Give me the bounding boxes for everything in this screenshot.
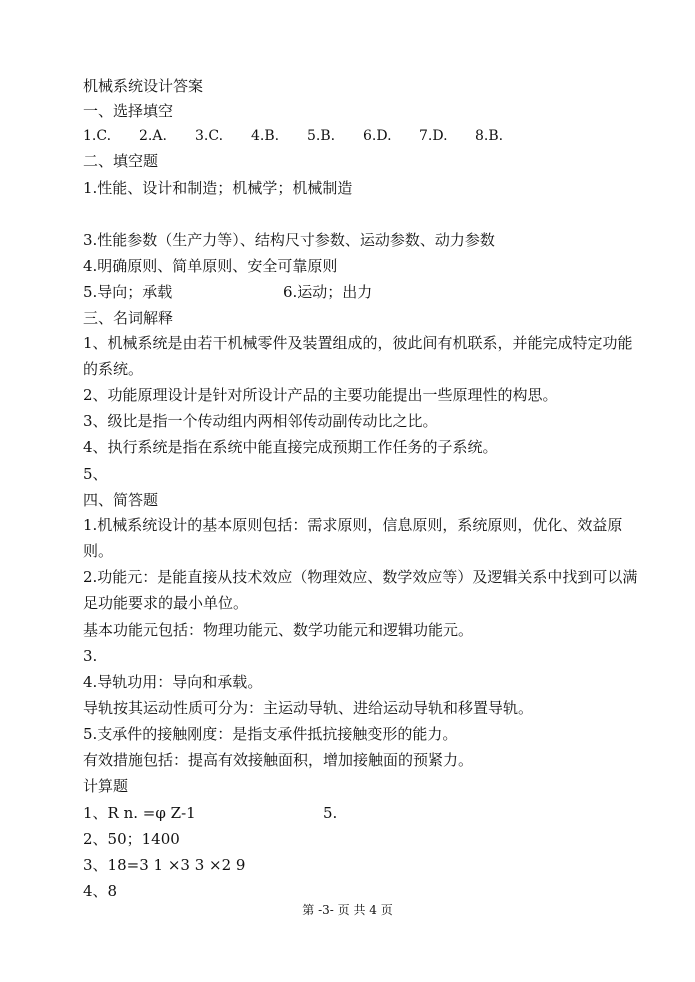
short-answer-3: 3. xyxy=(83,647,98,665)
choice-answer: 2.A. xyxy=(139,128,167,144)
section-heading-terms: 三、名词解释 xyxy=(83,309,174,327)
calc-answer-4: 4、8 xyxy=(83,882,118,900)
calc-answer-1: 1、R n. =φ Z-1 xyxy=(83,804,196,822)
fill-answer-5: 5.导向；承载 xyxy=(83,283,173,301)
calc-answer-1b: 5. xyxy=(323,804,338,822)
term-answer-4: 4、执行系统是指在系统中能直接完成预期工作任务的子系统。 xyxy=(83,438,498,456)
term-answer-1: 1、机械系统是由若干机械零件及装置组成的，彼此间有机联系，并能完成特定功能的系统。 xyxy=(83,334,633,378)
choice-answer: 6.D. xyxy=(363,128,392,144)
fill-answer-6: 6.运动；出力 xyxy=(283,283,373,301)
document-title: 机械系统设计答案 xyxy=(83,77,204,95)
choice-answer: 1.C. xyxy=(83,128,112,144)
choice-answer: 5.B. xyxy=(307,128,336,144)
page-footer: 第 -3- 页 共 4 页 xyxy=(302,903,393,917)
short-answer-5b: 有效措施包括：提高有效接触面积，增加接触面的预紧力。 xyxy=(83,751,474,769)
section-heading-choice: 一、选择填空 xyxy=(83,102,174,120)
term-answer-2: 2、功能原理设计是针对所设计产品的主要功能提出一些原理性的构思。 xyxy=(83,386,558,404)
section-heading-calc: 计算题 xyxy=(83,777,129,795)
fill-answer-3: 3.性能参数（生产力等）、结构尺寸参数、运动参数、动力参数 xyxy=(83,231,495,249)
choice-answer: 7.D. xyxy=(419,128,448,144)
choice-answer: 8.B. xyxy=(475,128,504,144)
fill-answer-4: 4.明确原则、简单原则、安全可靠原则 xyxy=(83,257,338,275)
calc-answer-3: 3、18=3 1 ×3 3 ×2 9 xyxy=(83,856,246,874)
term-answer-5: 5、 xyxy=(83,465,108,483)
short-answer-4: 4.导轨功用：导向和承载。 xyxy=(83,673,263,691)
choice-answer: 3.C. xyxy=(195,128,224,144)
short-answer-5: 5.支承件的接触刚度：是指支承件抵抗接触变形的能力。 xyxy=(83,725,458,743)
term-answer-3: 3、级比是指一个传动组内两相邻传动副传动比之比。 xyxy=(83,412,438,430)
short-answer-2: 2.功能元：是能直接从技术效应（物理效应、数学效应等）及逻辑关系中找到可以满足功能要求的最小单位。 xyxy=(83,568,638,612)
short-answer-4b: 导轨按其运动性质可分为：主运动导轨、进给运动导轨和移置导轨。 xyxy=(83,699,534,717)
choice-answers xyxy=(83,126,531,146)
section-heading-short: 四、简答题 xyxy=(83,491,159,509)
short-answer-1: 1.机械系统设计的基本原则包括：需求原则，信息原则，系统原则，优化、效益原则。 xyxy=(83,516,623,560)
short-answer-2b: 基本功能元包括：物理功能元、数学功能元和逻辑功能元。 xyxy=(83,621,474,639)
calc-answer-2: 2、50；1400 xyxy=(83,830,180,848)
section-heading-fill: 二、填空题 xyxy=(83,152,159,170)
choice-answer: 4.B. xyxy=(251,128,280,144)
fill-answer-1: 1.性能、设计和制造；机械学；机械制造 xyxy=(83,179,353,197)
